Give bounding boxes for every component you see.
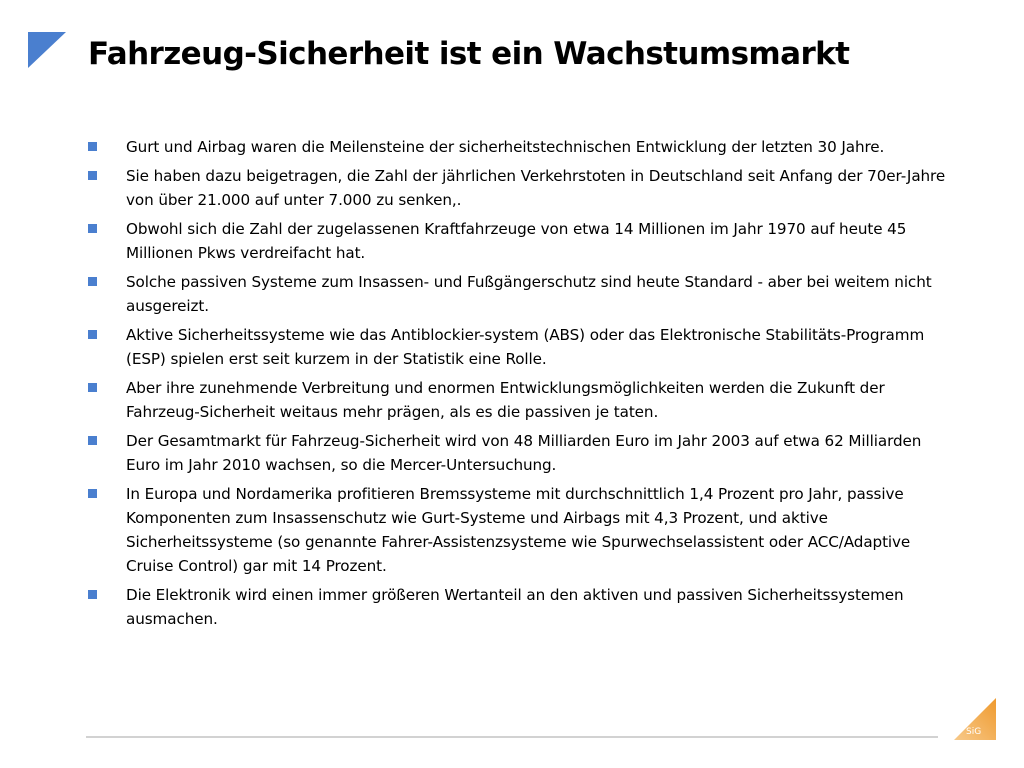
bullet-text: In Europa und Nordamerika profitieren Bremssysteme mit durchschnittlich 1,4 Prozent pro Jahr, passive Komponenten zum Insassenschutz wie Gurt-Systeme und Airbags mit 4,3 Prozent, und aktive Sicherheitssysteme (so genannte Fahrer-Assistenzsysteme wie Spurwechselassistent oder ACC/Adaptive Cruise Control) gar mit 14 Prozent.: [126, 485, 911, 575]
square-bullet-icon: [88, 436, 97, 445]
square-bullet-icon: [88, 142, 97, 151]
bullet-text: Die Elektronik wird einen immer größeren Wertanteil an den aktiven und passiven Sicherheitssystemen ausmachen.: [126, 586, 904, 628]
square-bullet-icon: [88, 330, 97, 339]
bullet-item: [88, 583, 948, 631]
square-bullet-icon: [88, 171, 97, 180]
bullet-text: Aber ihre zunehmende Verbreitung und enormen Entwicklungsmöglichkeiten werden die Zukunft der Fahrzeug-Sicherheit weitaus mehr prägen, als es die passiven je taten.: [126, 379, 885, 421]
bullet-text: Sie haben dazu beigetragen, die Zahl der jährlichen Verkehrstoten in Deutschland seit Anfang der 70er-Jahre von über 21.000 auf unter 7.000 zu senken,.: [126, 167, 946, 209]
slide-title: Fahrzeug-Sicherheit ist ein Wachstumsmarkt: [88, 36, 850, 72]
bullet-text: Obwohl sich die Zahl der zugelassenen Kraftfahrzeuge von etwa 14 Millionen im Jahr 1970 auf heute 45 Millionen Pkws verdreifacht hat.: [126, 220, 907, 262]
bullet-item: [88, 429, 948, 477]
bullet-text: Solche passiven Systeme zum Insassen- und Fußgängerschutz sind heute Standard - aber bei weitem nicht ausgereizt.: [126, 273, 932, 315]
bullet-text: Der Gesamtmarkt für Fahrzeug-Sicherheit wird von 48 Milliarden Euro im Jahr 2003 auf etwa 62 Milliarden Euro im Jahr 2010 wachsen, so die Mercer-Untersuchung.: [126, 432, 922, 474]
bullet-text: Gurt und Airbag waren die Meilensteine der sicherheitstechnischen Entwicklung der letzten 30 Jahre.: [126, 138, 885, 156]
bullet-item: [88, 217, 948, 265]
bullet-item: [88, 376, 948, 424]
bullet-list: [88, 135, 948, 636]
bullet-item: [88, 164, 948, 212]
corner-triangle-icon: [28, 32, 66, 68]
bullet-item: [88, 135, 948, 159]
footer-logo-text: SiG: [966, 727, 982, 737]
square-bullet-icon: [88, 489, 97, 498]
square-bullet-icon: [88, 277, 97, 286]
bullet-item: [88, 323, 948, 371]
bullet-item: [88, 482, 948, 578]
square-bullet-icon: [88, 590, 97, 599]
bullet-item: [88, 270, 948, 318]
square-bullet-icon: [88, 224, 97, 233]
footer-divider: [86, 736, 938, 738]
bullet-text: Aktive Sicherheitssysteme wie das Antiblockier-system (ABS) oder das Elektronische Stabilitäts-Programm (ESP) spielen erst seit kurzem in der Statistik eine Rolle.: [126, 326, 925, 368]
square-bullet-icon: [88, 383, 97, 392]
